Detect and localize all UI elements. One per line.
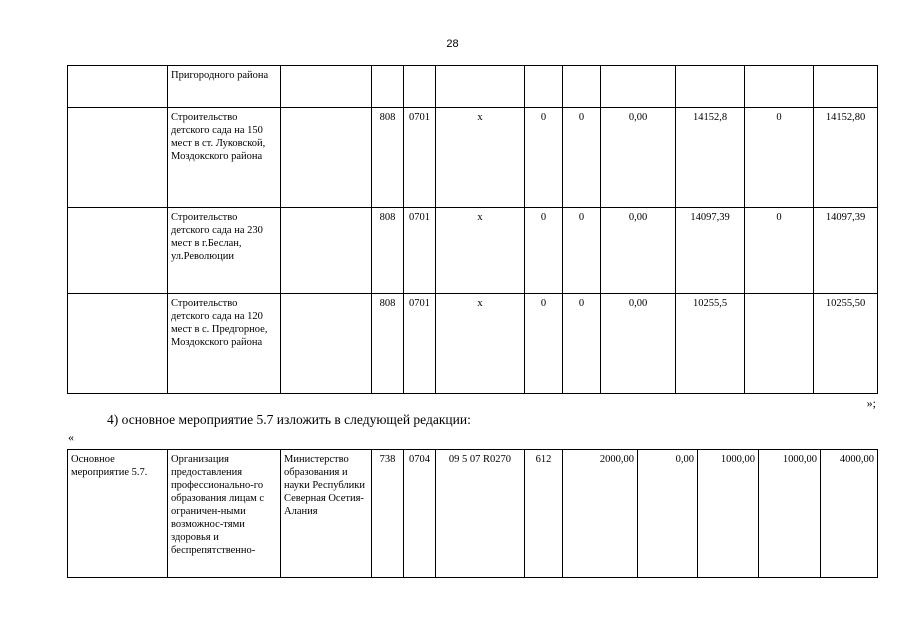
cell-total (814, 66, 878, 108)
cell-measure: Организация предоставления профессионально-го образования лицам с ограничен-ными возможнос-тями здоровья и беспрепятственно- (168, 450, 281, 578)
table-row (68, 208, 878, 294)
cell-year2: 0,00 (638, 450, 698, 578)
cell-year3: 14097,39 (676, 208, 745, 294)
cell-csr: х (436, 108, 525, 208)
cell-measure: Строительство детского сада на 150 мест в ст. Луковской, Моздокского района (168, 108, 281, 208)
cell-year4: 0 (745, 108, 814, 208)
table-row (68, 66, 878, 108)
cell-year1: 2000,00 (563, 450, 638, 578)
page-number: 28 (446, 38, 459, 50)
cell-executor (281, 294, 372, 394)
instruction-text: 4) основное мероприятие 5.7 изложить в следующей редакции: (107, 412, 471, 427)
cell-year4: 1000,00 (759, 450, 821, 578)
cell-year3: 1000,00 (698, 450, 759, 578)
cell-total: 10255,50 (814, 294, 878, 394)
cell-csr: 09 5 07 R0270 (436, 450, 525, 578)
cell-year2: 0,00 (601, 108, 676, 208)
cell-vr: 0 (525, 294, 563, 394)
cell-executor (281, 208, 372, 294)
cell-grbs: 808 (372, 108, 404, 208)
cell-year4 (745, 294, 814, 394)
table-row (68, 450, 878, 578)
cell-total: 14097,39 (814, 208, 878, 294)
cell-grbs: 738 (372, 450, 404, 578)
cell-rzpr (404, 66, 436, 108)
cell-csr: х (436, 208, 525, 294)
cell-csr: х (436, 294, 525, 394)
cell-year3: 14152,8 (676, 108, 745, 208)
closing-quote: »; (866, 396, 876, 410)
cell-executor (281, 108, 372, 208)
cell-year1: 0 (563, 208, 601, 294)
cell-measure: Строительство детского сада на 230 мест в г.Беслан, ул.Революции (168, 208, 281, 294)
cell-name (68, 208, 168, 294)
cell-name (68, 66, 168, 108)
budget-table-top (67, 65, 878, 394)
table-row (68, 108, 878, 208)
cell-rzpr: 0704 (404, 450, 436, 578)
cell-year4: 0 (745, 208, 814, 294)
cell-vr: 0 (525, 108, 563, 208)
table-row (68, 294, 878, 394)
cell-vr: 0 (525, 208, 563, 294)
cell-year2 (601, 66, 676, 108)
cell-name: Основное мероприятие 5.7. (68, 450, 168, 578)
opening-quote: « (68, 430, 74, 444)
budget-table-bottom (67, 449, 878, 578)
cell-year1 (563, 66, 601, 108)
cell-executor: Министерство образования и науки Республики Северная Осетия-Алания (281, 450, 372, 578)
cell-executor (281, 66, 372, 108)
cell-total: 14152,80 (814, 108, 878, 208)
cell-year1: 0 (563, 108, 601, 208)
cell-rzpr: 0701 (404, 294, 436, 394)
cell-total: 4000,00 (821, 450, 878, 578)
cell-name (68, 294, 168, 394)
cell-name (68, 108, 168, 208)
cell-measure: Строительство детского сада на 120 мест в с. Предгорное, Моздокского района (168, 294, 281, 394)
cell-year2: 0,00 (601, 208, 676, 294)
cell-rzpr: 0701 (404, 108, 436, 208)
cell-grbs (372, 66, 404, 108)
cell-vr (525, 66, 563, 108)
cell-year3 (676, 66, 745, 108)
cell-grbs: 808 (372, 208, 404, 294)
cell-csr (436, 66, 525, 108)
cell-grbs: 808 (372, 294, 404, 394)
cell-year2: 0,00 (601, 294, 676, 394)
cell-vr: 612 (525, 450, 563, 578)
cell-year1: 0 (563, 294, 601, 394)
cell-year3: 10255,5 (676, 294, 745, 394)
cell-year4 (745, 66, 814, 108)
cell-measure: Пригородного района (168, 66, 281, 108)
cell-rzpr: 0701 (404, 208, 436, 294)
